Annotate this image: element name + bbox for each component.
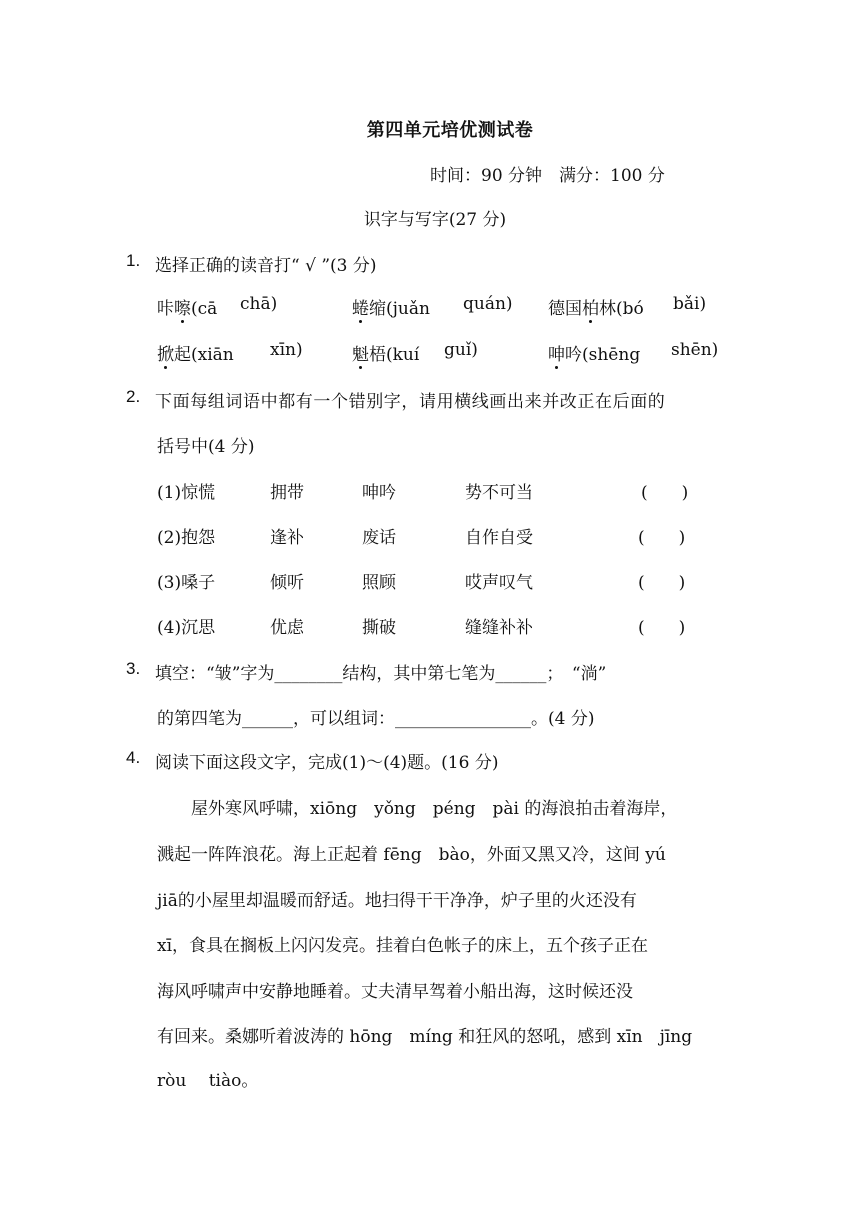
q2-row-2-word-2: 逢补 xyxy=(270,528,304,548)
page-title: 第四单元培优测试卷 xyxy=(366,120,534,141)
q1-item-text: 起 xyxy=(174,345,191,365)
q3-line-1: 填空：“皱”字为________结构，其中第七笔为______； “淌” xyxy=(155,664,607,684)
q2-row-2-word-4: 自作自受 xyxy=(465,528,533,548)
q2-row-2-word-1: (2)抱怨 xyxy=(157,528,216,548)
q1-item-3 xyxy=(548,294,644,319)
passage-line-6: 有回来。桑娜听着波涛的 hōng míng 和狂风的怒吼，感到 xīn jīng xyxy=(157,1027,693,1047)
q1-item-text: 林 xyxy=(599,299,616,319)
pinyin-option-1: (cā xyxy=(191,299,218,319)
section-heading: 识字与写字(27 分) xyxy=(363,210,507,230)
pinyin-option-1: (xiān xyxy=(191,345,234,365)
passage-line-7: ròu tiào。 xyxy=(157,1071,259,1091)
q1-item-text: 咔 xyxy=(157,299,174,319)
q2-row-3-word-4: 哎声叹气 xyxy=(465,573,533,593)
q1-dotted-char: 呻 xyxy=(548,345,565,365)
q1-dotted-char: 魁 xyxy=(352,345,369,365)
q2-row-2-word-3: 废话 xyxy=(362,528,396,548)
q1-dotted-char: 柏 xyxy=(582,299,599,319)
pinyin-option-2: shēn) xyxy=(671,340,719,360)
q3-number: 3. xyxy=(126,659,141,678)
q1-dotted-char: 掀 xyxy=(157,345,174,365)
pinyin-option-1: (kuí xyxy=(386,345,420,365)
q3-line-2: 的第四笔为______，可以组词：________________。(4 分) xyxy=(157,709,595,729)
q1-dotted-char: 蜷 xyxy=(352,299,369,319)
pinyin-option-2: xīn) xyxy=(270,340,303,360)
q1-item-text: 缩 xyxy=(369,299,386,319)
q1-item-text: 德国 xyxy=(548,299,582,319)
q1-item-6 xyxy=(548,340,640,365)
q2-row-3-word-2: 倾听 xyxy=(270,573,304,593)
passage-line-5: 海风呼啸声中安静地睡着。丈夫清早驾着小船出海，这时候还没 xyxy=(157,982,633,1002)
q1-number: 1. xyxy=(126,251,141,270)
passage-line-2: 溅起一阵阵浪花。海上正起着 fēng bào，外面又黑又冷，这间 yú xyxy=(157,845,666,865)
q1-item-text: 梧 xyxy=(369,345,386,365)
passage-line-3: jiā的小屋里却温暖而舒适。地扫得干干净净，炉子里的火还没有 xyxy=(157,891,637,911)
q4-number: 4. xyxy=(126,748,141,767)
q2-row-1-word-3: 呻吟 xyxy=(362,483,396,503)
exam-meta: 时间：90 分钟 满分：100 分 xyxy=(430,166,665,186)
pinyin-option-1: (shēng xyxy=(582,345,641,365)
answer-blank[interactable]: ( ) xyxy=(638,573,686,593)
q1-item-5 xyxy=(352,340,419,365)
q2-row-4-word-2: 优虑 xyxy=(270,618,304,638)
q4-prompt: 阅读下面这段文字，完成(1)～(4)题。(16 分) xyxy=(155,753,499,773)
q2-prompt-line-2: 括号中(4 分) xyxy=(157,437,255,457)
q2-number: 2. xyxy=(126,387,141,406)
q1-prompt: 选择正确的读音打“ √ ”(3 分) xyxy=(155,256,377,276)
passage-line-1: 屋外寒风呼啸，xiōng yǒng péng pài 的海浪拍击着海岸， xyxy=(157,799,678,819)
q2-row-1-word-4: 势不可当 xyxy=(465,483,533,503)
q2-row-1-word-1: (1)惊慌 xyxy=(157,483,216,503)
q2-prompt-line-1: 下面每组词语中都有一个错别字，请用横线画出来并改正在后面的 xyxy=(155,392,666,412)
answer-blank[interactable]: ( ) xyxy=(641,483,689,503)
pinyin-option-2: bǎi) xyxy=(673,294,707,314)
pinyin-option-2: chā) xyxy=(240,294,278,314)
q1-dotted-char: 嚓 xyxy=(174,299,191,319)
q2-row-4-word-3: 撕破 xyxy=(362,618,396,638)
q2-row-1-word-2: 拥带 xyxy=(270,483,304,503)
pinyin-option-1: (bó xyxy=(616,299,644,319)
q1-item-1 xyxy=(157,294,217,319)
q2-row-3-word-3: 照顾 xyxy=(362,573,396,593)
q2-row-3-word-1: (3)嗓子 xyxy=(157,573,216,593)
passage-line-4: xī，食具在搁板上闪闪发亮。挂着白色帐子的床上，五个孩子正在 xyxy=(157,936,649,956)
q1-item-2 xyxy=(352,294,430,319)
q1-item-4 xyxy=(157,340,234,365)
answer-blank[interactable]: ( ) xyxy=(638,618,686,638)
pinyin-option-1: (juǎn xyxy=(386,299,430,319)
q2-row-4-word-4: 缝缝补补 xyxy=(465,618,533,638)
q2-row-4-word-1: (4)沉思 xyxy=(157,618,216,638)
pinyin-option-2: quán) xyxy=(463,294,513,314)
answer-blank[interactable]: ( ) xyxy=(638,528,686,548)
q1-item-text: 吟 xyxy=(565,345,582,365)
pinyin-option-2: guǐ) xyxy=(444,340,478,360)
